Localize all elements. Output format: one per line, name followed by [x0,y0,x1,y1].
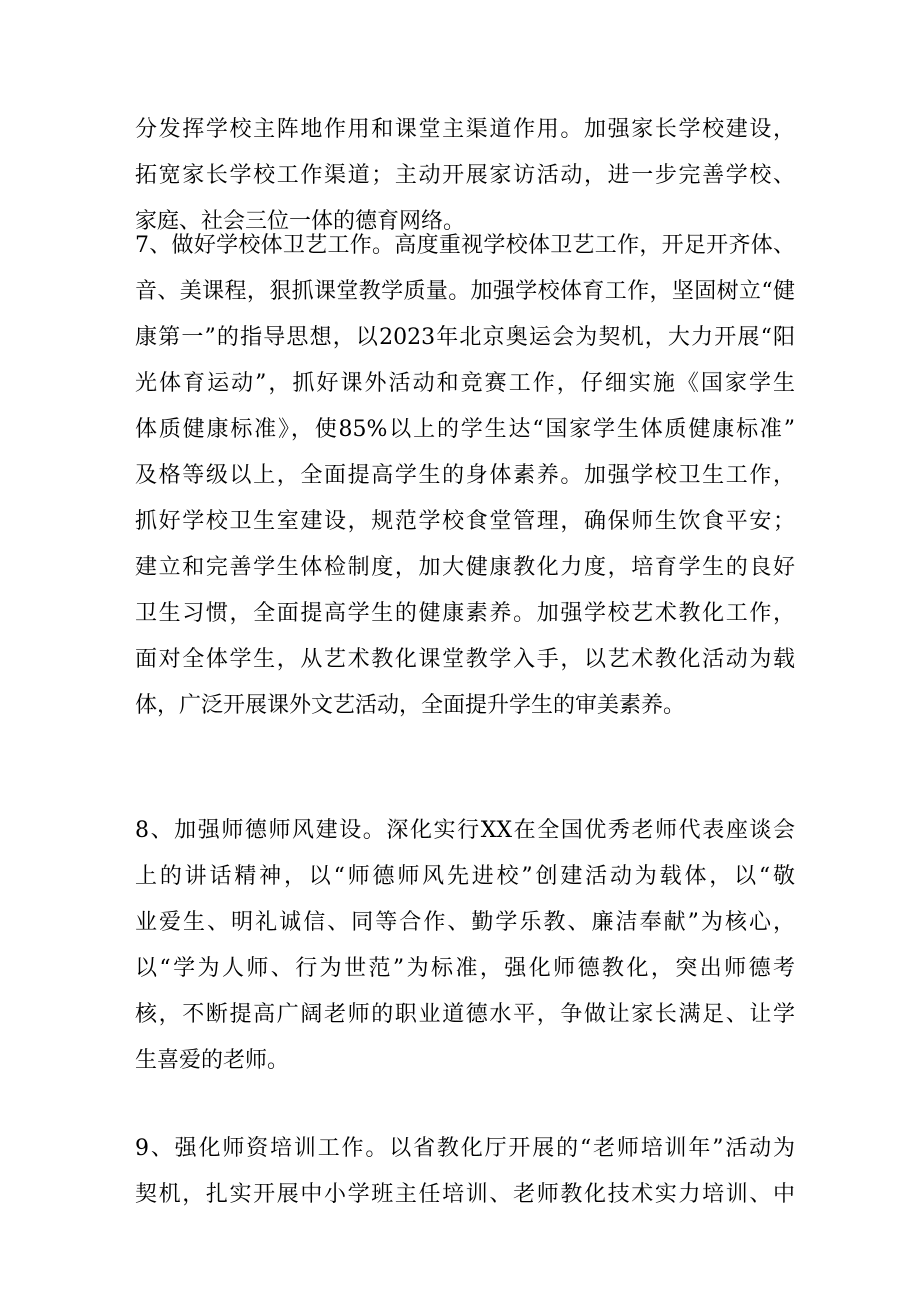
text-line: 体质健康标准》，使85%以上的学生达“国家学生体质健康标准” [135,417,795,442]
text-line: 生喜爱的老师。 [135,1048,290,1073]
paragraph-9 [135,1126,795,1218]
text-line: 上的讲话精神，以“师德师风先进校”创建活动为载体，以“敬 [135,864,795,889]
text-line: 9、强化师资培训工作。以省教化厅开展的“老师培训年”活动为 [135,1136,795,1161]
text-line: 卫生习惯，全面提高学生的健康素养。加强学校艺术教化工作， [135,601,795,626]
text-line: 核，不断提高广阔老师的职业道德水平，争做让家长满足、让学 [135,1002,795,1027]
text-line: 体，广泛开展课外文艺活动，全面提升学生的审美素养。 [135,693,686,718]
text-line: 业爱生、明礼诚信、同等合作、勤学乐教、廉洁奉献”为核心， [135,910,795,935]
paragraph-8 [135,808,795,1084]
text-line: 7、做好学校体卫艺工作。高度重视学校体卫艺工作，开足开齐体、 [135,233,795,258]
text-line: 面对全体学生，从艺术教化课堂教学入手，以艺术教化活动为载 [135,647,795,672]
text-line: 8、加强师德师风建设。深化实行XX在全国优秀老师代表座谈会 [135,818,795,843]
text-line: 拓宽家长学校工作渠道；主动开展家访活动，进一步完善学校、 [135,163,795,188]
paragraph-7 [135,223,795,729]
text-line: 抓好学校卫生室建设，规范学校食堂管理，确保师生饮食平安； [135,509,795,534]
text-line: 以“学为人师、行为世范”为标准，强化师德教化，突出师德考 [135,956,795,981]
text-line: 家庭、社会三位一体的德育网络。 [135,209,466,234]
text-line: 音、美课程，狠抓课堂教学质量。加强学校体育工作，坚固树立“健 [135,279,795,304]
text-line: 康第一”的指导思想，以2023年北京奥运会为契机，大力开展“阳 [135,325,795,350]
text-line: 及格等级以上，全面提高学生的身体素养。加强学校卫生工作， [135,463,795,488]
text-line: 建立和完善学生体检制度，加大健康教化力度，培育学生的良好 [135,555,795,580]
text-line: 分发挥学校主阵地作用和课堂主渠道作用。加强家长学校建设， [135,117,795,142]
text-line: 契机，扎实开展中小学班主任培训、老师教化技术实力培训、中 [135,1182,795,1207]
text-line: 光体育运动”，抓好课外活动和竞赛工作，仔细实施《国家学生 [135,371,795,396]
